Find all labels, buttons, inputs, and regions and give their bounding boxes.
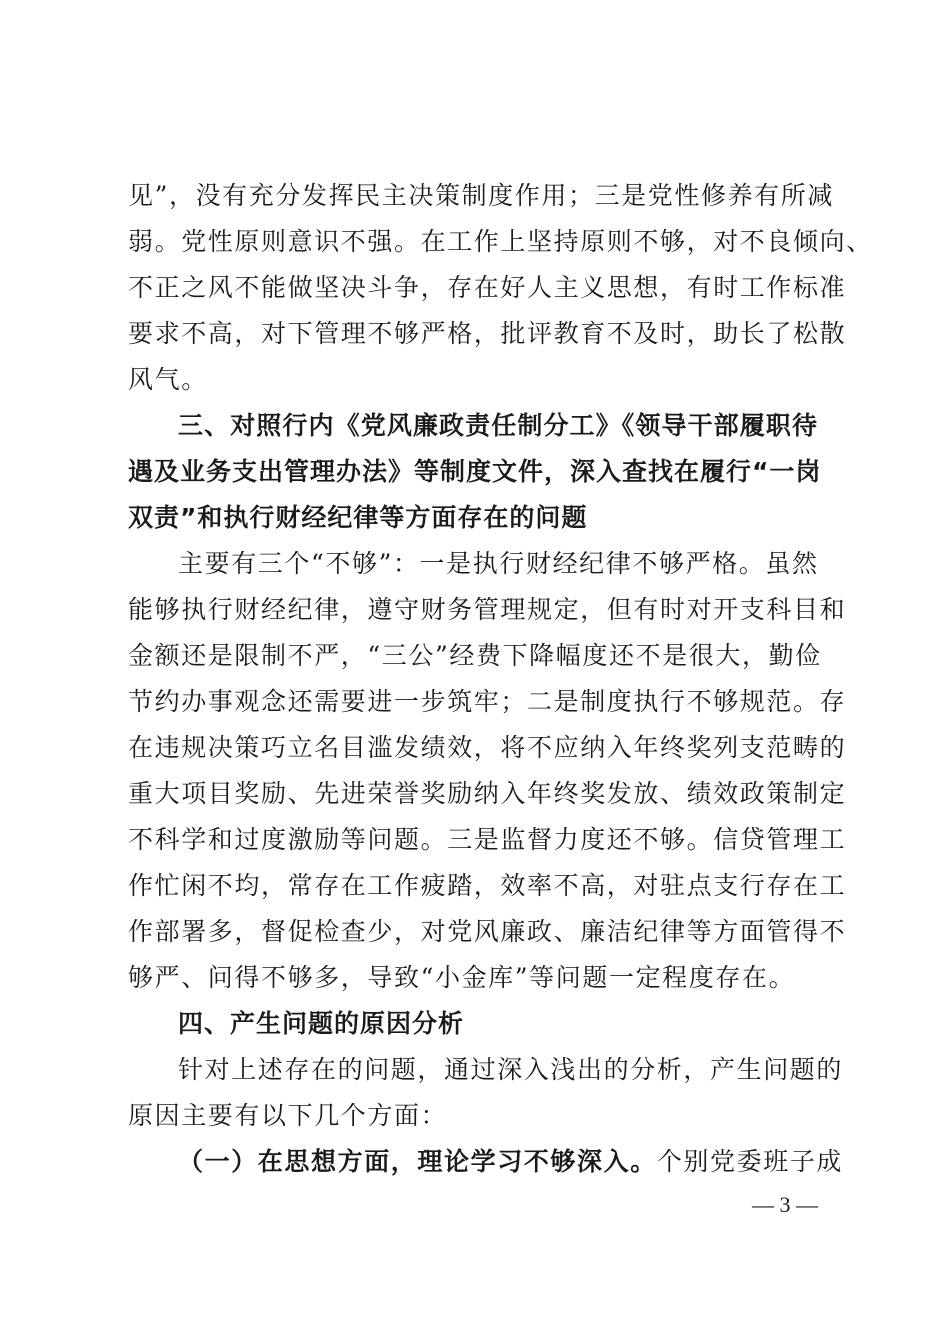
- paragraph-line: 够严、问得不够多，导致“小金库”等问题一定程度存在。: [128, 963, 796, 992]
- paragraph-line: 主要有三个“不够”：一是执行财经纪律不够严格。虽然: [178, 549, 819, 578]
- page-number: — 3 —: [752, 1192, 818, 1217]
- section-heading-3: 双责”和执行财经纪律等方面存在的问题: [128, 503, 588, 532]
- paragraph-line: 节约办事观念还需要进一步筑牢；二是制度执行不够规范。存: [128, 687, 847, 716]
- section-heading-3: 三、对照行内《党风廉政责任制分工》《领导干部履职待: [178, 411, 818, 440]
- section-heading-4: 四、产生问题的原因分析: [178, 1009, 465, 1038]
- paragraph-line: [178, 1139, 844, 1185]
- section-heading-3: 遇及业务支出管理办法》等制度文件，深入查找在履行“一岗: [128, 457, 822, 486]
- paragraph-line: 不正之风不能做坚决斗争，存在好人主义思想，有时工作标准: [128, 273, 847, 302]
- paragraph-line: 风气。: [128, 365, 208, 394]
- paragraph-line: 能够执行财经纪律，遵守财务管理规定，但有时对开支科目和: [128, 595, 847, 624]
- paragraph-line: 作忙闲不均，常存在工作疲踏，效率不高，对驻点支行存在工: [128, 871, 847, 900]
- sub-heading-1: （一）在思想方面，理论学习不够深入。: [178, 1147, 657, 1176]
- paragraph-text: 个别党委班子成: [656, 1147, 844, 1176]
- paragraph-line: 重大项目奖励、先进荣誉奖励纳入年终奖发放、绩效政策制定: [128, 779, 847, 808]
- paragraph-line: 作部署多，督促检查少，对党风廉政、廉洁纪律等方面管得不: [128, 917, 847, 946]
- paragraph-line: 见”，没有充分发挥民主决策制度作用；三是党性修养有所减: [128, 181, 834, 210]
- paragraph-line: 金额还是限制不严，“三公”经费下降幅度还不是很大，勤俭: [128, 641, 822, 670]
- paragraph-line: 要求不高，对下管理不够严格，批评教育不及时，助长了松散: [128, 319, 847, 348]
- paragraph-line: 原因主要有以下几个方面：: [128, 1101, 448, 1130]
- paragraph-line: 针对上述存在的问题，通过深入浅出的分析，产生问题的: [178, 1055, 844, 1084]
- paragraph-line: 不科学和过度激励等问题。三是监督力度还不够。信贷管理工: [128, 825, 847, 854]
- paragraph-line: 在违规决策巧立名目滥发绩效，将不应纳入年终奖列支范畴的: [128, 733, 847, 762]
- paragraph-line: 弱。党性原则意识不强。在工作上坚持原则不够，对不良倾向、: [128, 227, 873, 256]
